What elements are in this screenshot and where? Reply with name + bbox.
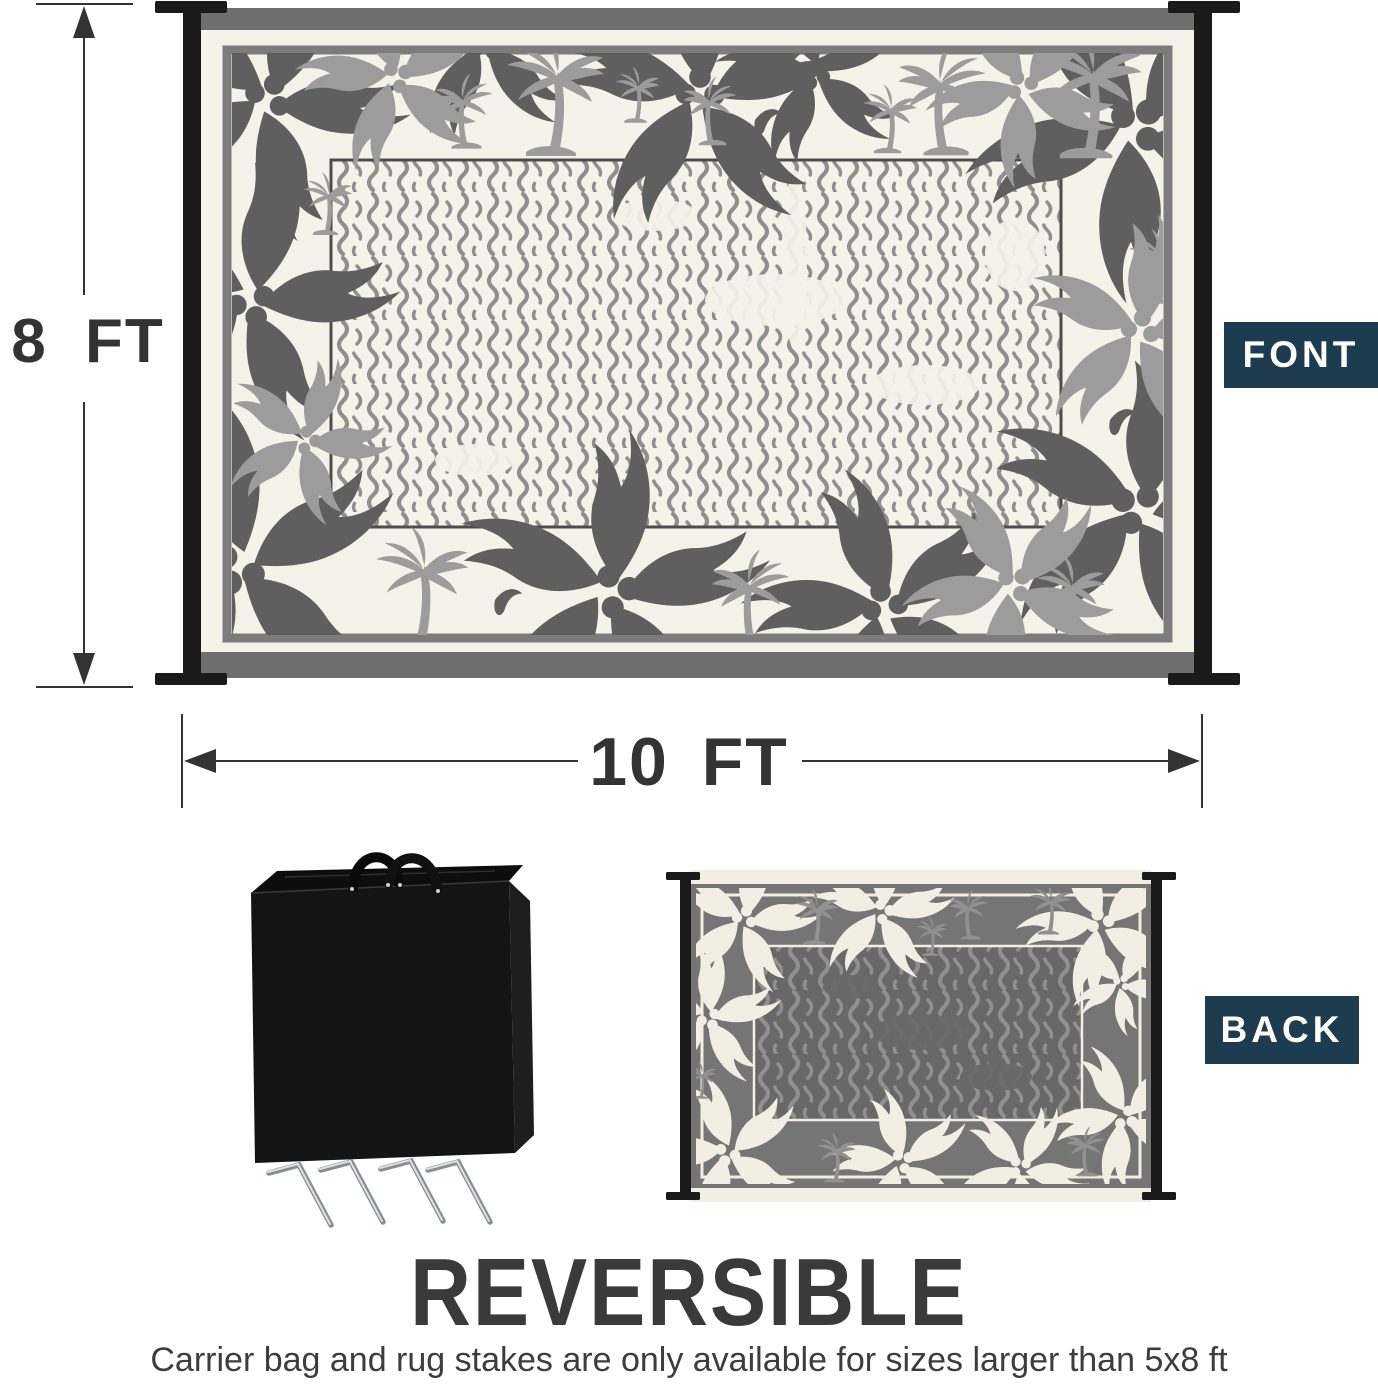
back-rug-image [666, 862, 1176, 1210]
reversible-headline [0, 1238, 1378, 1348]
carrier-bag-shape [251, 857, 534, 1163]
back-side-badge: BACK [1205, 996, 1359, 1064]
carrier-bag-image [225, 843, 545, 1238]
reversible-headline-text: REVERSIBLE [410, 1239, 968, 1346]
height-dimension-label: 8 FT [11, 307, 165, 376]
front-rug-image [155, 0, 1240, 688]
footnote-text: Carrier bag and rug stakes are only available for sizes larger than 5x8 ft [150, 1341, 1228, 1379]
front-side-badge: FONT [1224, 322, 1378, 388]
rug-stakes-image [268, 1160, 490, 1225]
width-dimension-label: 10 FT [589, 724, 789, 800]
